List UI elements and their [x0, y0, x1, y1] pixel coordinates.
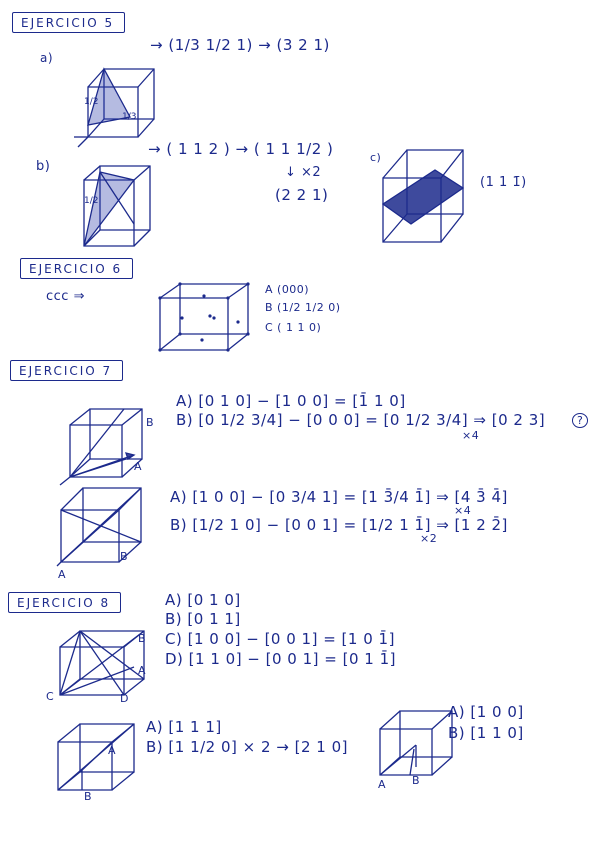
exercise-8-title: EJERCICIO 8 [8, 592, 121, 613]
ex7-line-4-multiplier: ×2 [420, 532, 438, 545]
ex8-q2-item-a: A) [1 1 1] [146, 718, 222, 736]
ex8-item-c: C) [1 0 0] − [0 0 1] = [1 0 1̄] [165, 630, 395, 648]
ex5-a-fig-label-right: 1/3 [122, 112, 137, 122]
exercise-7-title: EJERCICIO 7 [10, 360, 123, 381]
ex8-fig1-label-d: D [120, 692, 129, 705]
ex5-a-fig-label-left: 1/2 [84, 97, 99, 107]
ex8-cube-2 [50, 718, 150, 798]
ex5-b-fig-label: 1/2 [84, 196, 99, 206]
ex8-item-b: B) [0 1 1] [165, 610, 241, 628]
ex8-fig3-label-a: A [378, 778, 386, 791]
ex7-fig1-label-b: B [146, 416, 154, 429]
ex7-line-2: B) [0 1/2 3/4] − [0 0 0] = [0 1/2 3/4] ⇒ [0 2 3] [176, 411, 546, 429]
ex5-part-b-label: b) [36, 159, 51, 174]
ex6-point-b: B (1/2 1/2 0) [265, 301, 341, 314]
exercise-6-title: EJERCICIO 6 [20, 258, 133, 279]
ex5-part-b-result: (2 2 1) [275, 186, 329, 204]
ex7-cube-2 [55, 480, 165, 570]
ex7-line-2-note: ? [572, 413, 588, 428]
ex5-part-a-label: a) [40, 51, 54, 65]
ex6-ccc-text: ccc ⇒ [46, 289, 85, 304]
ex8-item-a: A) [0 1 0] [165, 591, 241, 609]
ex8-fig2-label-b: B [84, 790, 92, 803]
ex8-fig1-label-c: C [46, 690, 54, 703]
ex7-line-1: A) [0 1 0] − [1 0 0] = [1̄ 1 0] [176, 392, 406, 410]
ex5-part-b-text: → ( 1 1 2 ) → ( 1 1 1/2 ) [148, 140, 334, 158]
exercise-5-title: EJERCICIO 5 [12, 12, 125, 33]
ex8-q2-item-b: B) [1 1/2 0] × 2 → [2 1 0] [146, 738, 349, 756]
ex7-line-3: A) [1 0 0] − [0 3/4 1] = [1 3̄/4 1̄] ⇒ [4 3̄ 4̄] [170, 488, 508, 506]
ex6-point-c: C ( 1 1 0) [265, 321, 322, 334]
ex8-q3-item-a: A) [1 0 0] [448, 703, 524, 721]
ex6-point-a: A (000) [265, 283, 310, 296]
ex8-fig3-label-b: B [412, 774, 420, 787]
ex5-part-c-text: (1 1 1̄) [480, 175, 527, 190]
ex7-line-4: B) [1/2 1 0] − [0 0 1] = [1/2 1 1̄] ⇒ [1 2 2̄] [170, 516, 508, 534]
ex7-cube-1 [60, 395, 160, 485]
ex8-q3-item-b: B) [1 1 0] [448, 724, 524, 742]
ex7-line-3-multiplier: ×4 [454, 504, 472, 517]
ex5-part-a-text: → (1/3 1/2 1) → (3 2 1) [150, 36, 330, 54]
ex7-fig2-label-a: A [58, 568, 66, 581]
ex8-fig2-label-a: A [108, 744, 116, 757]
ex5-part-b-multiplier: ↓ ×2 [285, 165, 322, 180]
ex6-ccc-cube [150, 278, 260, 358]
ex5-part-c-label: c) [370, 151, 382, 164]
ex7-line-2-multiplier: ×4 [462, 429, 480, 442]
ex8-fig1-label-b: B [138, 632, 146, 645]
ex7-fig1-label-a: A [134, 460, 142, 473]
ex8-fig1-label-a: A [138, 664, 146, 677]
ex5-cube-c [375, 148, 485, 248]
ex8-item-d: D) [1 1 0] − [0 0 1] = [0 1 1̄] [165, 650, 396, 668]
ex7-fig2-label-b: B [120, 550, 128, 563]
